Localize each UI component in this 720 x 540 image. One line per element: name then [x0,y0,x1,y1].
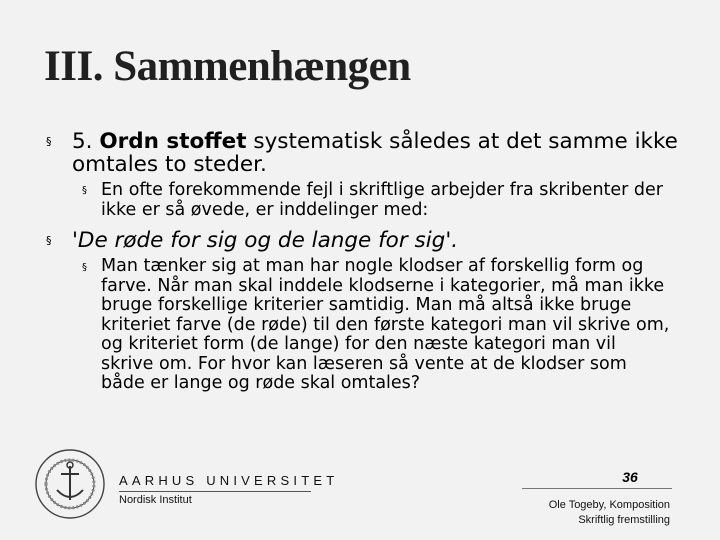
university-seal-icon [34,448,106,520]
item-rest-text: systematisk således at det samme ikke omtales to steder. [72,129,678,177]
item-bold-text: Ordn stoffet [99,129,247,154]
logo-divider [119,491,311,492]
slide-title: III. Sammenhængen [44,43,411,90]
item-prefix: 5. [72,129,100,154]
university-logo [119,473,338,506]
institute-name: Nordisk Institut [119,494,192,506]
bullet-item-2: 'De røde for sig og de lange for sig'. [72,228,459,253]
bullet-item-1 [72,130,692,176]
sub-bullet-marker: § [82,185,87,196]
bullet-marker: § [46,234,52,247]
sub-bullet-item-2: Man tænker sig at man har nogle klodser af forskellig form og farve. Når man skal inddele klodserne i kategorier, må man ikke bruge forskellige kriterier samtidig. Man må altså ikke bruge kriteriet farve (de røde) til den første kategori man vil skrive om, og kriteriet form (de lange) for den næste kategori man vil skrive om. For hvor kan læseren så vente at de klodser som både er lange og røde skal omtales? [101,256,670,393]
page-number: 36 [622,469,638,485]
author-line: Ole Togeby, Komposition [548,499,670,511]
sub-bullet-item-1: En ofte forekommende fejl i skriftlige arbejder fra skribenter der ikke er så øvede, er inddelinger med: [101,180,663,220]
university-name: AARHUS UNIVERSITET [119,473,339,488]
subject-line: Skriftlig fremstilling [578,514,670,526]
footer-credits [549,498,670,528]
bullet-marker: § [46,135,52,148]
footer-divider [522,488,672,489]
sub-bullet-marker: § [82,262,87,273]
